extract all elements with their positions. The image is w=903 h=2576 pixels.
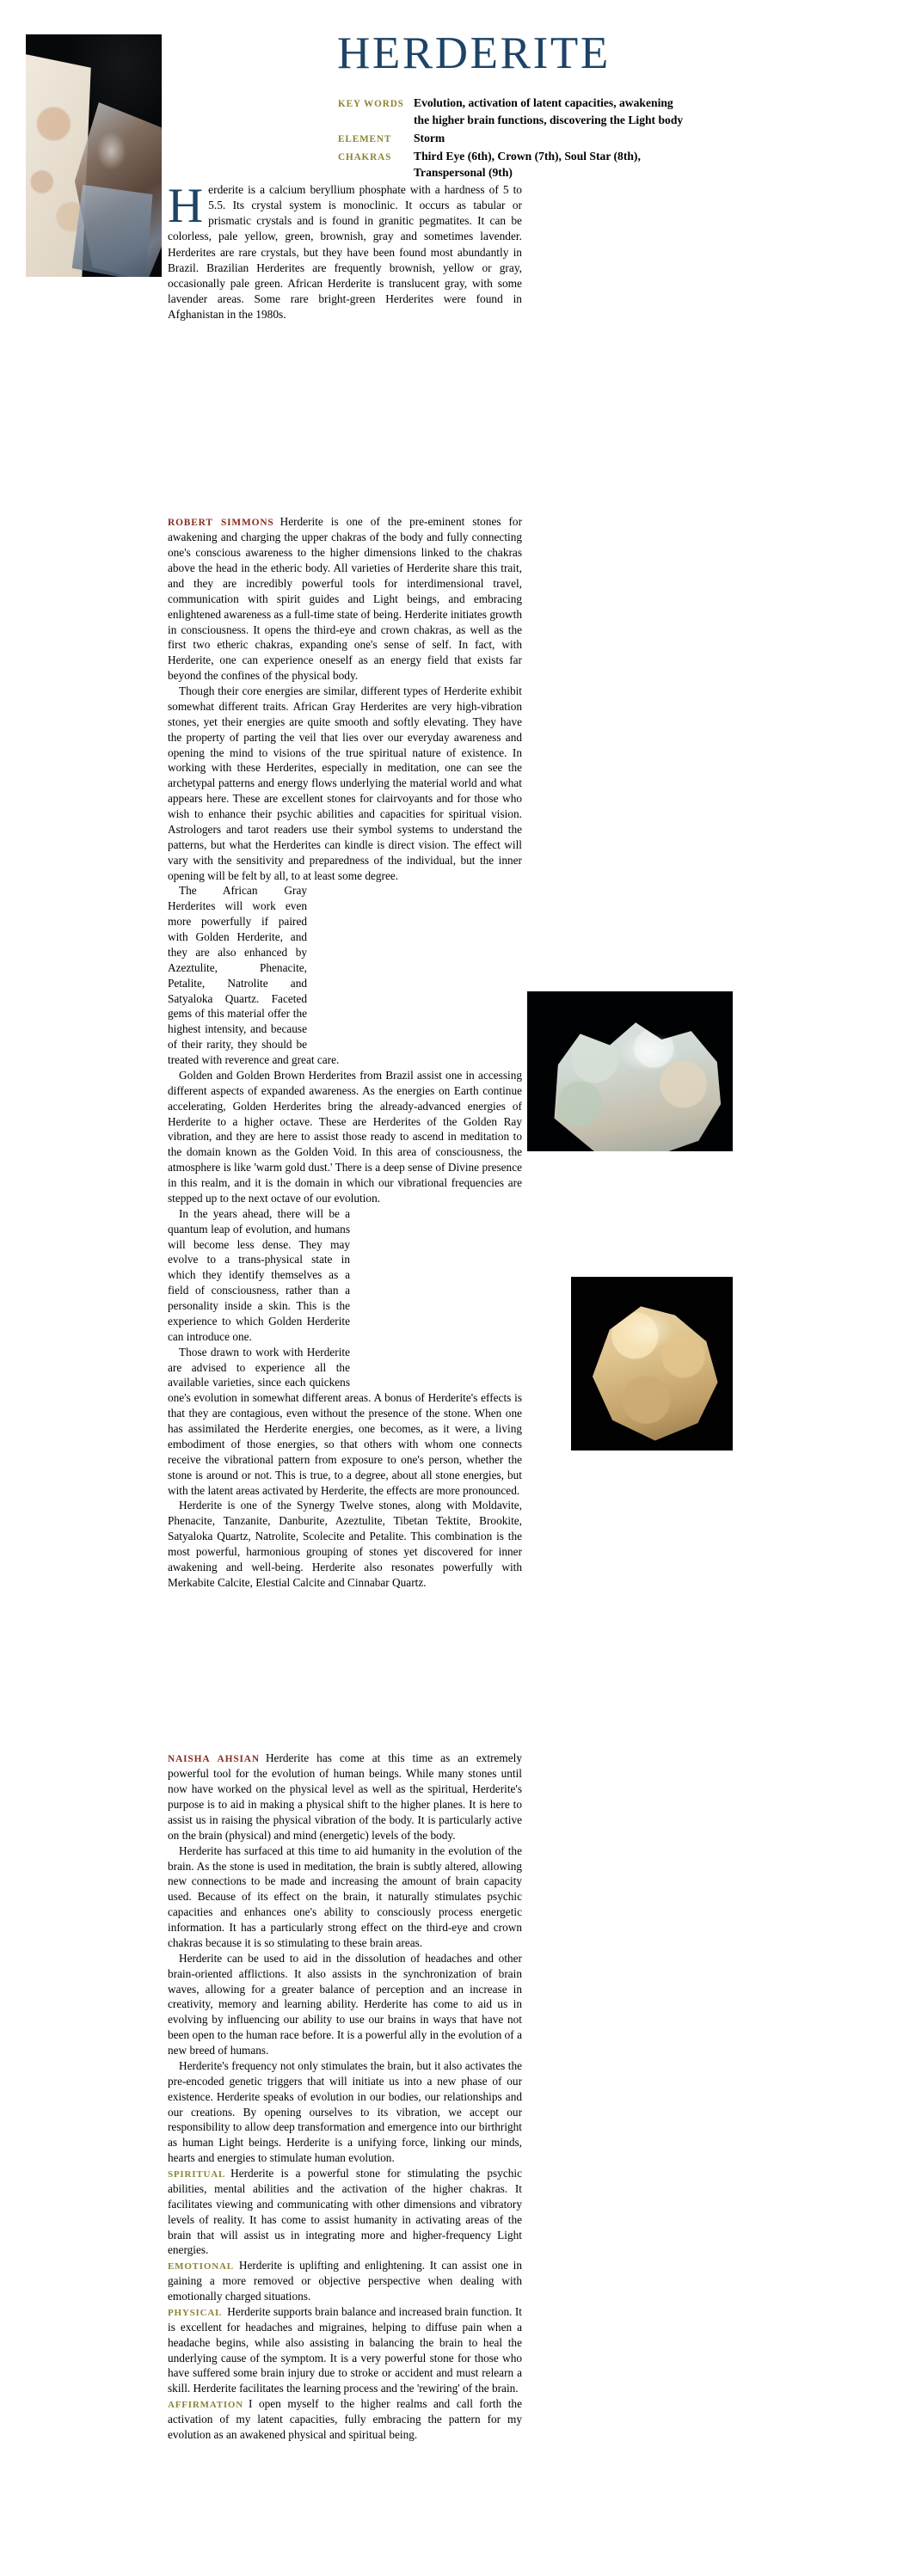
attribute-physical bbox=[168, 2304, 522, 2396]
intro-paragraph bbox=[168, 179, 522, 322]
herderite-specimen-photo bbox=[26, 34, 162, 277]
paragraph-text: Herderite can be used to aid in the dissolution of headaches and other brain-oriented afflictions. It also assists in the synchronization of brain waves, allowing for a greater balance of perception and an increase in creativity, memory and learning ability. Herderite has come to aid us in evolving by influencing our ability to use our brains in ways that have not been open to the human race before. It is a powerful ally in the evolution of a new breed of humans. bbox=[168, 1951, 522, 2058]
metadata-label-element: ELEMENT bbox=[338, 133, 392, 144]
attribute-text: Herderite is uplifting and enlightening. It can assist one in gaining a more removed or objective perspective when dealing with emotionally charged situations. bbox=[168, 2259, 522, 2303]
paragraph-text: Herderite's frequency not only stimulates the brain, but it also activates the pre-encoded genetic triggers that will initiate us into a new phase of our existence. Herderite speaks of evolution in our bodies, our relationships and our creations. By opening ourselves to its vibration, we accept our responsibility to allow deep transformation and emergence into our birthright as human Light beings. Herderite is a unifying force, linking our minds, hearts and energies to stimulate human evolution. bbox=[168, 2058, 522, 2165]
attribute-emotional bbox=[168, 2258, 522, 2304]
attribute-label-physical: PHYSICAL bbox=[168, 2307, 223, 2318]
paragraph-text: Though their core energies are similar, different types of Herderite exhibit somewhat different traits. African Gray Herderites are very high-vibration stones, yet their energies are quite smooth and softly elevating. They have the property of parting the veil that lies over our everyday awareness and opening the mind to visions of the true spiritual nature of existence. In working with these Herderites, especially in meditation, one can see the archetypal patterns and energy flows underlying the material world and what appears here. These are excellent stones for clairvoyants and for those who wish to enhance their psychic abilities and capacities for spiritual vision. Astrologers and tarot readers use their symbol systems to understand the patterns, but what the Herderites can kindle is direct vision. The effect will vary with the sensitivity and preparedness of the individual, but the inner opening will be felt by all, to at least some degree. bbox=[168, 684, 522, 882]
attribute-spiritual bbox=[168, 2166, 522, 2258]
paragraph bbox=[168, 2058, 522, 2166]
section-robert-simmons bbox=[168, 514, 522, 1591]
paragraph-text: The African Gray Herderites will work even more powerfully if paired with Golden Herderite, and they are also enhanced by Azeztulite, Phenacite, Petalite, Natrolite and Satyaloka Quartz. Faceted gems of this material offer the highest intensity, and because of their rarity, they should be treated with reverence and great care. bbox=[168, 884, 340, 1067]
metadata-row-keywords bbox=[338, 95, 689, 129]
paragraph-text: Herderite is one of the Synergy Twelve stones, along with Moldavite, Phenacite, Tanzanite, Danburite, Azeztulite, Tibetan Tektite, Brookite, Satyaloka Quartz, Natrolite, Scolecite and Petalite. This combination is the most powerful, harmonious grouping of stones yet discovered for inner awakening and well-being. Herderite also resonates powerfully with Merkabite Calcite, Elestial Calcite and Cinnabar Quartz. bbox=[168, 1499, 522, 1589]
author-heading-robert-simmons: ROBERT SIMMONS bbox=[168, 518, 274, 528]
metadata-row-chakras bbox=[338, 148, 689, 182]
paragraph bbox=[168, 684, 522, 883]
paragraph bbox=[168, 1498, 522, 1590]
attribute-text: I open myself to the higher realms and call forth the activation of my latent capacities, fully embracing the pattern for my evolution as an awakened physical and spiritual being. bbox=[168, 2397, 522, 2441]
paragraph bbox=[168, 1206, 522, 1345]
herderite-pale-crystal-photo bbox=[527, 991, 733, 1151]
paragraph bbox=[168, 1068, 522, 1206]
photo-highlight bbox=[96, 132, 126, 170]
attribute-label-emotional: EMOTIONAL bbox=[168, 2261, 234, 2272]
drop-cap-letter: H bbox=[168, 179, 204, 233]
paragraph-text: Herderite has come at this time as an extremely powerful tool for the evolution of human beings. While many stones until now have worked on the physical level as well as the spiritual, Herderite's purpose is to aid in making a physical shift to the higher planes. It is here to assist us in raising the physical vibration of the body. It is particularly active on the brain (physical) and mind (energetic) levels of the body. bbox=[168, 1751, 522, 1842]
paragraph bbox=[168, 883, 522, 1068]
attribute-text: Herderite supports brain balance and increased brain function. It is excellent for headaches and migraines, helping to diffuse pain when a headache begins, while also assisting in balancing the brain to heal the underlying cause of the symptom. It is a very powerful stone for those who have suffered some brain injury due to stroke or accident and must relearn a skill. Herderite facilitates the learning process and the 'rewiring' of the brain. bbox=[168, 2304, 522, 2395]
herderite-golden-crystal-photo bbox=[571, 1277, 733, 1451]
paragraph bbox=[168, 514, 522, 684]
metadata-value-chakras: Third Eye (6th), Crown (7th), Soul Star (8th), Transpersonal (9th) bbox=[414, 149, 641, 180]
page-title: HERDERITE bbox=[337, 28, 611, 78]
metadata-value-keywords: Evolution, activation of latent capacities, awakening the higher brain functions, discovering the Light body bbox=[414, 96, 684, 126]
paragraph bbox=[168, 1951, 522, 2058]
photo-highlight bbox=[617, 1033, 679, 1071]
attribute-label-spiritual: SPIRITUAL bbox=[168, 2169, 226, 2180]
metadata-label-chakras: CHAKRAS bbox=[338, 151, 392, 163]
section-naisha-ahsian bbox=[168, 1751, 522, 2443]
paragraph-text: Herderite is one of the pre-eminent stones for awakening and charging the upper chakras of the body and fully connecting one's conscious awareness to the higher dimensions linked to the chakras above the head in the etheric body. All varieties of Herderite share this trait, and they are incredibly powerful tools for interdimensional travel, communication with spirit guides and Light beings, and embracing enlightened awareness as a full-time state of being. Herderite initiates growth in consciousness. It opens the third-eye and crown chakras, as well as the first two etheric chakras, expanding one's sense of self. In fact, with Herderite, one can experience oneself as an energy field that exists far beyond the confines of the physical body. bbox=[168, 515, 523, 683]
attribute-text: Herderite is a powerful stone for stimulating the psychic abilities, mental abilities and the activation of the higher chakras. It facilitates viewing and communicating with other dimensions and vibratory levels of reality. It has come to assist humanity in activating areas of the brain that will assist us in integrating more and higher-frequency Light energies. bbox=[168, 2167, 522, 2257]
metadata-value-element: Storm bbox=[414, 131, 445, 144]
photo-wrap-shim bbox=[307, 883, 522, 1052]
metadata-row-element bbox=[338, 130, 689, 147]
paragraph-text: Herderite has surfaced at this time to aid humanity in the evolution of the brain. As the stone is used in meditation, the brain is subtly altered, allowing new connections to be made and increasing the amount of brain capacity used. Because of its effect on the brain, it naturally stimulates psychic capacities and enhances one's ability to consciously process energetic information. It has a particularly strong effect on the third-eye and crown chakras because it is so stimulating to these brain areas. bbox=[168, 1843, 522, 1949]
metadata-block bbox=[338, 95, 689, 182]
paragraph-text: Those drawn to work with Herderite are advised to experience all the available varieties, since each quickens one's evolution in somewhat different areas. A bonus of Herderite's effects is that they are contagious, even without the presence of the stone. When one has assimilated the Herderite energies, one becomes, as it were, a living embodiment of those energies, so that others with whom one connects receive the vibrational pattern from exposure to one's person, whether the stone is around or not. This is true, to a degree, about all stone energies, but with the latent areas activated by Herderite, the effects are more pronounced. bbox=[168, 1345, 522, 1497]
photo-highlight bbox=[619, 1311, 674, 1349]
paragraph-text: In the years ahead, there will be a quantum leap of evolution, and humans will become less dense. They may evolve to a trans-physical state in which they identify themselves as a field of consciousness, rather than a personality inside a skin. This is the experience to which Golden Herderite can introduce one. bbox=[168, 1206, 350, 1343]
metadata-label-keywords: KEY WORDS bbox=[338, 99, 404, 109]
paragraph-text: Golden and Golden Brown Herderites from Brazil assist one in accessing different aspects of expanded awareness. As the energies on Earth continue accelerating, Golden Herderites bring the already-advanced energies of Herderite to a higher octave. These are Herderites of the Golden Ray vibration, and they are here to assist those ready to ascend in meditation to the domain known as the Golden Void. In this area of consciousness, the atmosphere is like 'warm gold dust.' There is a deep sense of Divine presence in this realm, and it is the domain in which our vibrational frequencies are stepped up to the next octave of our evolution. bbox=[168, 1068, 522, 1205]
attribute-affirmation bbox=[168, 2396, 522, 2443]
paragraph bbox=[168, 1843, 522, 1951]
photo-wrap-shim bbox=[350, 1206, 522, 1389]
intro-text: erderite is a calcium beryllium phosphate with a hardness of 5 to 5.5. Its crystal system is monoclinic. It occurs as tabular or prismatic crystals and is found in granitic pegmatites. It can be colorless, pale yellow, green, brownish, gray and sometimes lavender. Herderites are rare crystals, but they have been found most abundantly in Brazil. Brazilian Herderites are frequently brownish, yellow or gray, occasionally pale green. African Herderite is translucent gray, with some lavender areas. Some rare bright-green Herderites were found in Afghanistan in the 1980s. bbox=[168, 183, 522, 322]
paragraph bbox=[168, 1751, 522, 1843]
attribute-label-affirmation: AFFIRMATION bbox=[168, 2400, 244, 2411]
author-heading-naisha-ahsian: NAISHA AHSIAN bbox=[168, 1754, 260, 1764]
